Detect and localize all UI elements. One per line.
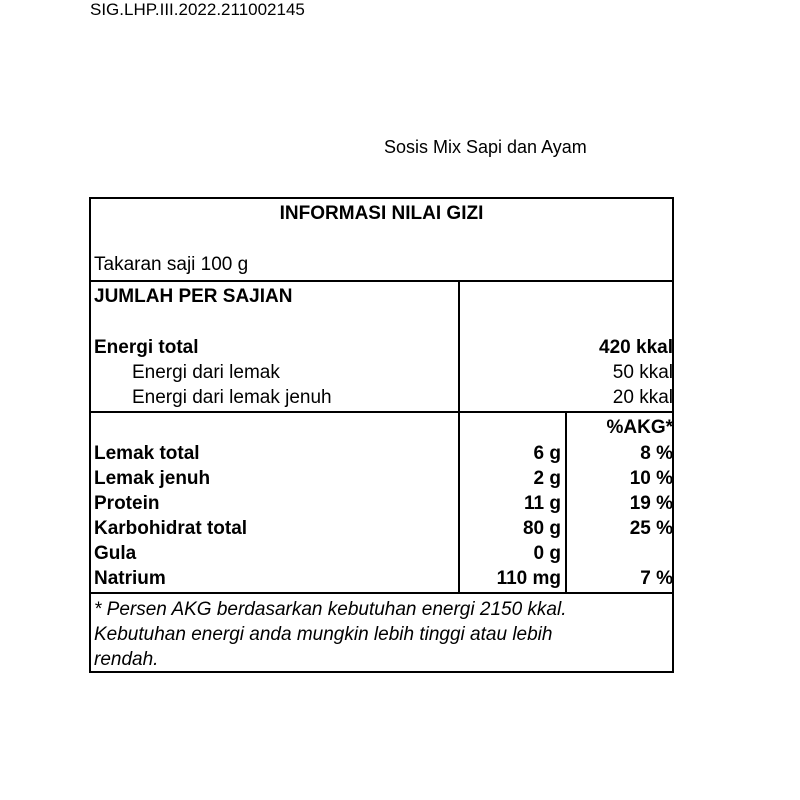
nutrient-name: Lemak total — [94, 443, 200, 464]
energy-fat-value: 50 kkal — [612, 362, 673, 383]
divider-column-akg — [565, 411, 567, 592]
panel-title: INFORMASI NILAI GIZI — [279, 203, 484, 224]
nutrient-akg: 25 % — [629, 518, 673, 539]
divider-column-amount — [458, 280, 460, 592]
divider-serving — [91, 280, 672, 282]
energy-total-value: 420 kkal — [599, 337, 673, 358]
energy-saturated-fat-label: Energi dari lemak jenuh — [132, 387, 332, 408]
nutrient-name: Lemak jenuh — [94, 468, 211, 489]
energy-saturated-fat-value: 20 kkal — [612, 387, 673, 408]
akg-header: %AKG* — [606, 417, 673, 438]
nutrient-amount: 80 g — [522, 518, 561, 539]
footnote-line: rendah. — [94, 649, 159, 670]
footnote-line: Kebutuhan energi anda mungkin lebih tinggi atau lebih — [94, 624, 553, 645]
energy-total-label: Energi total — [94, 337, 199, 358]
divider-footnote — [91, 592, 672, 594]
nutrient-name: Gula — [94, 543, 137, 564]
nutrient-amount: 2 g — [533, 468, 561, 489]
nutrient-amount: 11 g — [524, 493, 561, 514]
nutrient-amount: 0 g — [533, 543, 561, 564]
nutrient-name: Natrium — [94, 568, 166, 589]
nutrient-name: Karbohidrat total — [94, 518, 248, 539]
product-name: Sosis Mix Sapi dan Ayam — [384, 137, 587, 157]
nutrient-akg: 7 % — [640, 568, 673, 589]
nutrient-akg: 19 % — [629, 493, 673, 514]
document-code: SIG.LHP.III.2022.211002145 — [90, 0, 305, 19]
energy-fat-label: Energi dari lemak — [132, 362, 280, 383]
footnote-line: * Persen AKG berdasarkan kebutuhan energi 2150 kkal. — [94, 599, 567, 620]
nutrient-name: Protein — [94, 493, 160, 514]
serving-size: Takaran saji 100 g — [94, 254, 249, 275]
nutrient-akg: 10 % — [629, 468, 673, 489]
nutrient-akg: 8 % — [640, 443, 673, 464]
nutrient-amount: 6 g — [533, 443, 561, 464]
nutrient-amount: 110 mg — [496, 568, 561, 589]
per-serving-heading: JUMLAH PER SAJIAN — [94, 286, 293, 307]
divider-energy — [91, 411, 672, 413]
nutrition-facts-panel — [89, 197, 674, 673]
